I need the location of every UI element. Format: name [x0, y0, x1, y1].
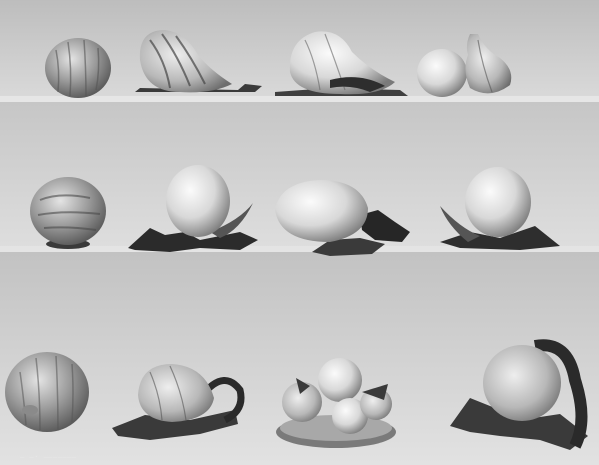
shelf-edge-top — [0, 96, 599, 102]
photo-caption: — —· ——————— — [20, 453, 77, 461]
fruit-apple-top — [45, 38, 111, 98]
fruit-apple-bottom — [5, 352, 89, 432]
